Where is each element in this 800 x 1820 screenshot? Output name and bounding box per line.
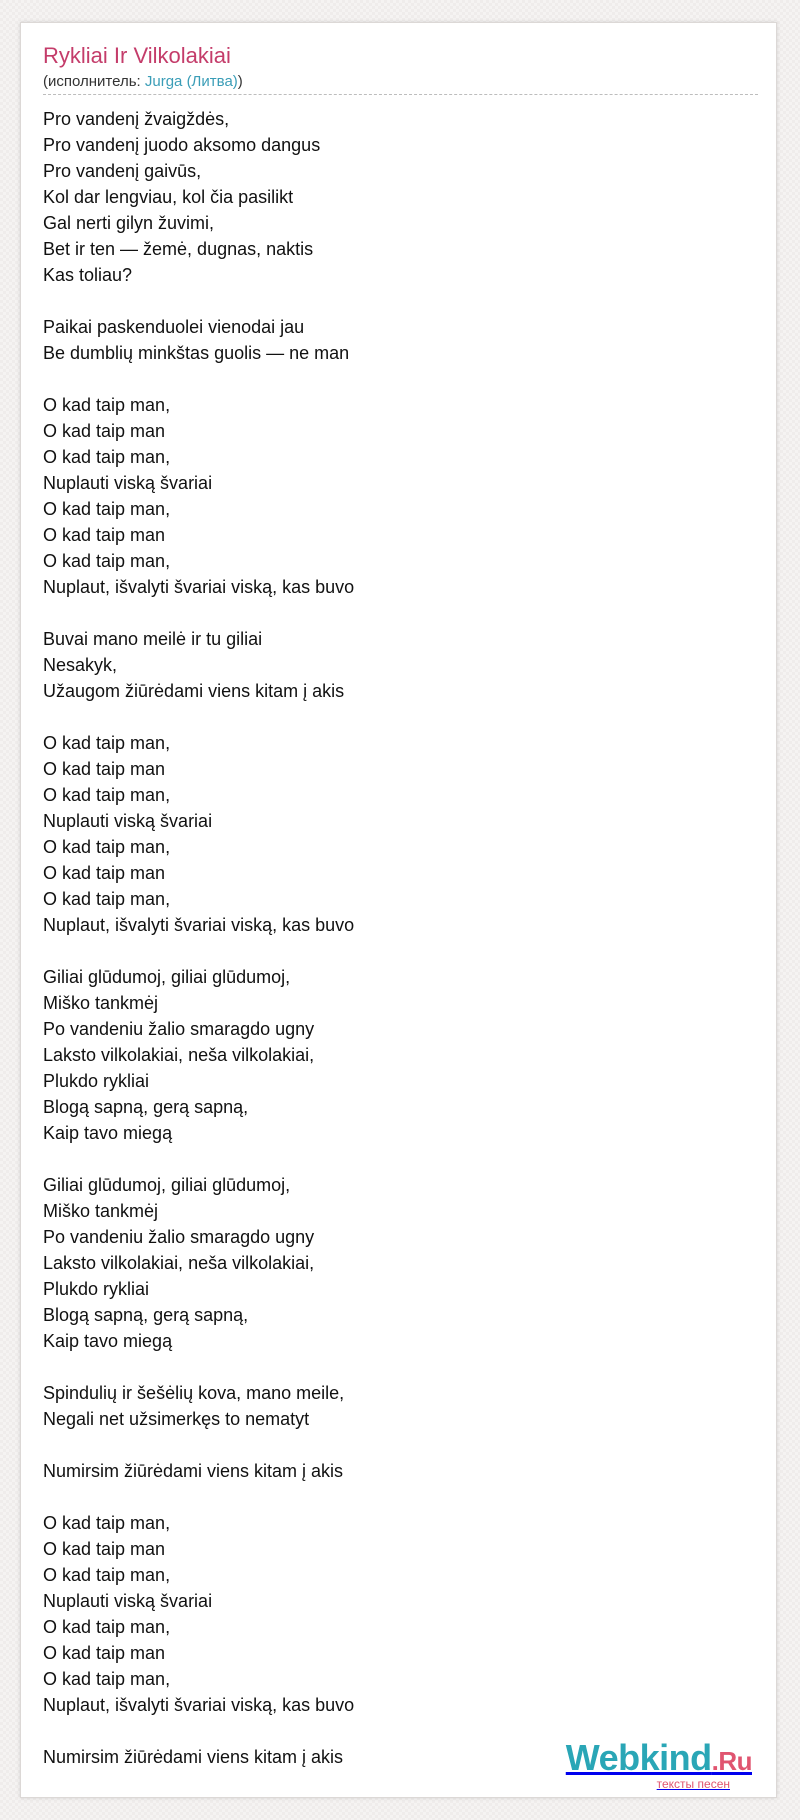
lyric-line: Plukdo rykliai [43, 1279, 150, 1299]
lyric-line: O kad taip man [43, 1539, 166, 1559]
lyric-line: Nuplauti viską švariai [43, 811, 213, 831]
lyric-line: O kad taip man [43, 863, 166, 883]
lyric-line: O kad taip man, [43, 733, 171, 753]
lyric-line: Negali net užsimerkęs to nematyt [43, 1409, 310, 1429]
lyric-line [43, 1484, 354, 1510]
lyric-line: O kad taip man, [43, 1669, 171, 1689]
lyric-line: O kad taip man, [43, 1513, 171, 1533]
logo-main-text: Webkind [565, 1737, 712, 1778]
lyric-line: Numirsim žiūrėdami viens kitam į akis [43, 1747, 344, 1767]
lyric-line: O kad taip man, [43, 785, 171, 805]
lyric-line: Pro vandenį juodo aksomo dangus [43, 135, 321, 155]
lyric-line: Laksto vilkolakiai, neša vilkolakiai, [43, 1253, 315, 1273]
lyric-line: O kad taip man [43, 525, 166, 545]
lyric-line [43, 288, 354, 314]
lyric-line: Po vandeniu žalio smaragdo ugny [43, 1019, 315, 1039]
artist-suffix: ) [237, 73, 243, 90]
artist-link[interactable]: Jurga (Литва) [144, 73, 238, 90]
lyric-line: Kaip tavo miegą [43, 1123, 173, 1143]
lyric-line: O kad taip man, [43, 395, 171, 415]
lyric-line: Paikai paskenduolei vienodai jau [43, 317, 305, 337]
webkind-logo[interactable] [565, 1737, 752, 1791]
lyric-line: Spindulių ir šešėlių kova, mano meile, [43, 1383, 345, 1403]
lyric-line: Laksto vilkolakiai, neša vilkolakiai, [43, 1045, 315, 1065]
lyric-line: Giliai glūdumoj, giliai glūdumoj, [43, 967, 291, 987]
lyrics-text [43, 106, 354, 1770]
lyric-line: O kad taip man, [43, 551, 171, 571]
lyric-line: O kad taip man, [43, 889, 171, 909]
logo-wordmark [565, 1737, 752, 1779]
artist-line [43, 73, 243, 90]
lyric-line [43, 938, 354, 964]
lyric-line: O kad taip man, [43, 1617, 171, 1637]
lyric-line [43, 1354, 354, 1380]
lyric-line: Nuplauti viską švariai [43, 473, 213, 493]
lyric-line: Kas toliau? [43, 265, 133, 285]
lyric-line: Užaugom žiūrėdami viens kitam į akis [43, 681, 345, 701]
lyric-line [43, 1146, 354, 1172]
lyric-line: Giliai glūdumoj, giliai glūdumoj, [43, 1175, 291, 1195]
lyric-line: Miško tankmėj [43, 993, 159, 1013]
lyric-line: Pro vandenį žvaigždės, [43, 109, 230, 129]
lyric-line: O kad taip man, [43, 1565, 171, 1585]
lyric-line: Bet ir ten — žemė, dugnas, naktis [43, 239, 314, 259]
lyric-line: Po vandeniu žalio smaragdo ugny [43, 1227, 315, 1247]
lyric-line: O kad taip man, [43, 447, 171, 467]
lyric-line: O kad taip man [43, 759, 166, 779]
lyric-line: Plukdo rykliai [43, 1071, 150, 1091]
lyric-line: Be dumblių minkštas guolis — ne man [43, 343, 350, 363]
lyric-line: O kad taip man [43, 421, 166, 441]
lyric-line [43, 1718, 354, 1744]
lyric-line: O kad taip man, [43, 499, 171, 519]
lyric-line: Nuplauti viską švariai [43, 1591, 213, 1611]
lyrics-card [20, 22, 777, 1798]
lyric-line: Miško tankmėj [43, 1201, 159, 1221]
logo-tld: .Ru [711, 1746, 752, 1776]
lyric-line: Pro vandenį gaivūs, [43, 161, 202, 181]
lyric-line: Nuplaut, išvalyti švariai viską, kas buvo [43, 915, 355, 935]
lyric-line [43, 1432, 354, 1458]
lyric-line: Nuplaut, išvalyti švariai viską, kas buvo [43, 1695, 355, 1715]
logo-tagline: тексты песен [656, 1777, 730, 1791]
lyric-line: Kaip tavo miegą [43, 1331, 173, 1351]
lyric-line: Blogą sapną, gerą sapną, [43, 1305, 249, 1325]
lyric-line: Gal nerti gilyn žuvimi, [43, 213, 215, 233]
lyric-line [43, 600, 354, 626]
lyric-line: Nesakyk, [43, 655, 118, 675]
lyric-line: Numirsim žiūrėdami viens kitam į akis [43, 1461, 344, 1481]
lyric-line: Blogą sapną, gerą sapną, [43, 1097, 249, 1117]
lyric-line [43, 704, 354, 730]
artist-prefix: (исполнитель: [43, 73, 145, 90]
song-title: Rykliai Ir Vilkolakiai [43, 43, 231, 68]
lyric-line: O kad taip man [43, 1643, 166, 1663]
divider [43, 94, 758, 95]
lyric-line: O kad taip man, [43, 837, 171, 857]
lyric-line: Buvai mano meilė ir tu giliai [43, 629, 263, 649]
lyric-line [43, 366, 354, 392]
lyric-line: Kol dar lengviau, kol čia pasilikt [43, 187, 294, 207]
lyric-line: Nuplaut, išvalyti švariai viską, kas buvo [43, 577, 355, 597]
